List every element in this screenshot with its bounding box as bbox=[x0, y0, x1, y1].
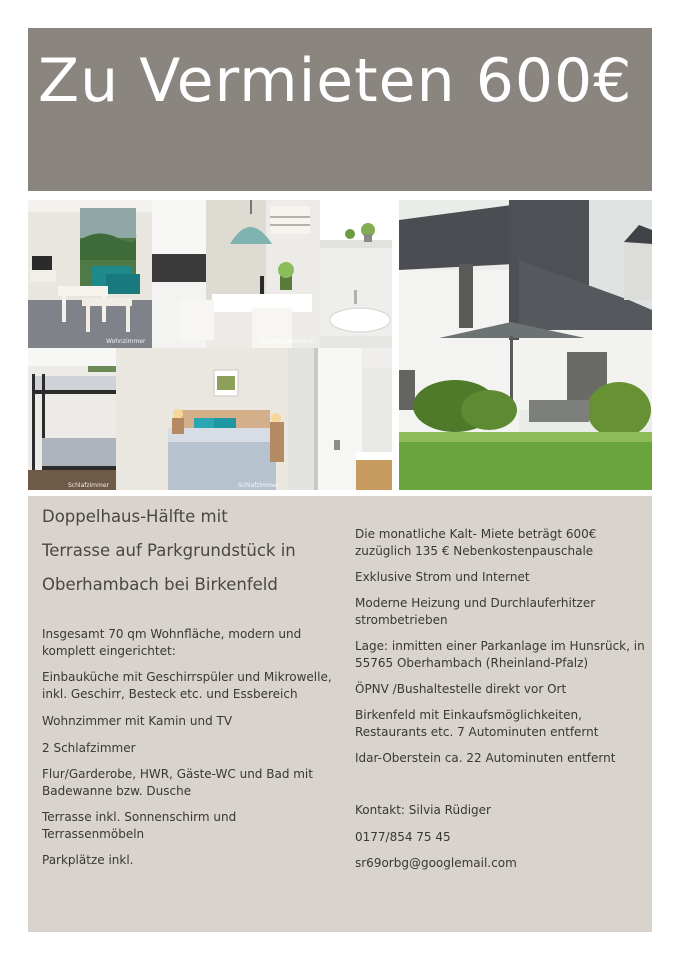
heating-line-2: strombetrieben bbox=[355, 613, 448, 627]
transit-info bbox=[355, 681, 645, 698]
contact-name bbox=[355, 802, 645, 819]
utilities-text: Exklusive Strom und Internet bbox=[355, 570, 530, 584]
living-room-photo bbox=[28, 200, 152, 348]
distance-text: Idar-Oberstein ca. 22 Autominuten entfernt bbox=[355, 751, 616, 765]
shopping-info bbox=[355, 707, 645, 741]
transit-text: ÖPNV /Bushaltestelle direkt vor Ort bbox=[355, 682, 567, 696]
features-list bbox=[42, 626, 342, 660]
heating-line-1: Moderne Heizung und Durchlauferhitzer bbox=[355, 596, 596, 610]
feature-parking bbox=[42, 852, 342, 869]
kitchen-photo bbox=[152, 200, 320, 348]
feature-bedrooms bbox=[42, 740, 342, 757]
info-panel bbox=[28, 496, 652, 932]
feature-terrace-line-2: Terrassenmöbeln bbox=[42, 827, 145, 841]
contact-phone bbox=[355, 829, 645, 846]
contact-phone-text: 0177/854 75 45 bbox=[355, 830, 451, 844]
location-line-1: Lage: inmitten einer Parkanlage im Hunsrück, in bbox=[355, 639, 645, 653]
headline-line-3: Oberhambach bei Birkenfeld bbox=[42, 575, 278, 594]
double-bedroom-photo bbox=[116, 348, 288, 490]
feature-living-room bbox=[42, 713, 342, 730]
feature-terrace bbox=[42, 809, 342, 843]
location-info bbox=[355, 638, 645, 672]
shopping-line-2: Restaurants etc. 7 Autominuten entfernt bbox=[355, 725, 599, 739]
headline-line-1: Doppelhaus-Hälfte mit bbox=[42, 507, 228, 526]
feature-bedrooms-text: 2 Schlafzimmer bbox=[42, 741, 136, 755]
feature-parking-text: Parkplätze inkl. bbox=[42, 853, 134, 867]
feature-rooms-line-1: Flur/Garderobe, HWR, Gäste-WC und Bad mit bbox=[42, 767, 313, 781]
feature-kitchen bbox=[42, 669, 342, 703]
page-title: Zu Vermieten 600€ bbox=[38, 46, 633, 116]
double-bedroom-caption: Schlafzimmer bbox=[238, 482, 280, 489]
rent-line-1: Die monatliche Kalt- Miete beträgt 600€ bbox=[355, 527, 597, 541]
feature-kitchen-line-1: Einbauküche mit Geschirrspüler und Mikrowelle, bbox=[42, 670, 332, 684]
feature-rooms bbox=[42, 766, 342, 800]
living-room-caption: Wohnzimmer bbox=[106, 338, 146, 345]
contact-email bbox=[355, 855, 645, 872]
heating-info bbox=[355, 595, 645, 629]
feature-area-line-1: Insgesamt 70 qm Wohnfläche, modern und bbox=[42, 627, 302, 641]
contact-name-text: Kontakt: Silvia Rüdiger bbox=[355, 803, 491, 817]
hallway-photo bbox=[288, 348, 392, 490]
feature-kitchen-line-2: inkl. Geschirr, Besteck etc. und Essbereich bbox=[42, 687, 298, 701]
headline-line-2: Terrasse auf Parkgrundstück in bbox=[42, 541, 296, 560]
title-banner bbox=[28, 28, 652, 191]
bunk-bedroom-photo bbox=[28, 348, 116, 490]
feature-rooms-line-2: Badewanne bzw. Dusche bbox=[42, 784, 192, 798]
rent-line-2: zuzüglich 135 € Nebenkostenpauschale bbox=[355, 544, 594, 558]
utilities-info bbox=[355, 569, 645, 586]
kitchen-caption: Küche/Essbereich bbox=[262, 338, 315, 345]
feature-terrace-line-1: Terrasse inkl. Sonnenschirm und bbox=[42, 810, 237, 824]
bunk-bedroom-caption: Schlafzimmer bbox=[68, 482, 110, 489]
house-exterior-photo bbox=[399, 200, 652, 490]
feature-living-room-text: Wohnzimmer mit Kamin und TV bbox=[42, 714, 233, 728]
property-headline bbox=[42, 500, 342, 602]
feature-area-line-2: komplett eingerichtet: bbox=[42, 644, 176, 658]
location-line-2: 55765 Oberhambach (Rheinland-Pfalz) bbox=[355, 656, 589, 670]
contact-email-text: sr69orbg@googlemail.com bbox=[355, 856, 517, 870]
distance-info bbox=[355, 750, 645, 767]
rent-info bbox=[355, 526, 645, 560]
shopping-line-1: Birkenfeld mit Einkaufsmöglichkeiten, bbox=[355, 708, 582, 722]
bathroom-photo bbox=[320, 200, 392, 348]
